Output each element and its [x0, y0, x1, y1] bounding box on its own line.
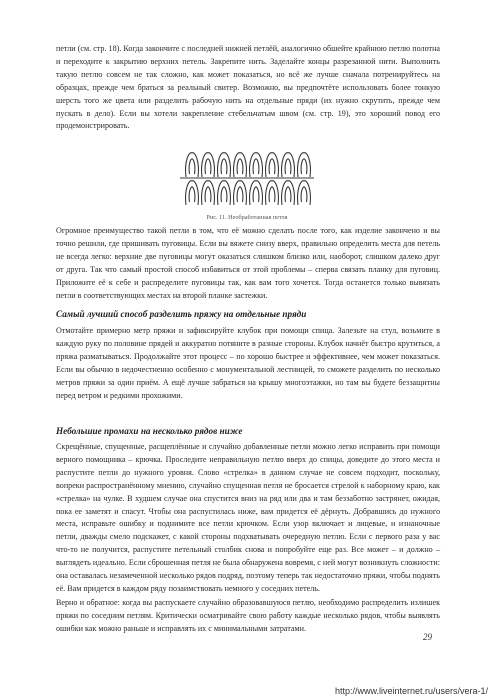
stitch-loop	[298, 181, 311, 205]
paragraph-reverse: Верно и обратное: когда вы распускаете случайно образовавшуюся петлю, необходимо распределить излишек пряжи по соседним петлям. Критически осматривайте свою работу каждые несколько рядов, чтобы выявлять ошибки как можно раньше и исправлять их с минимальными затратами.	[56, 598, 440, 633]
stitch-loop	[282, 153, 295, 177]
stitch-loop-inner	[221, 187, 227, 202]
heading-separate-yarn: Самый лучший способ разделить пряжу на отдельные пряди	[56, 309, 307, 319]
stitch-loop-inner	[269, 187, 275, 202]
stitch-loop	[202, 181, 215, 205]
paragraph-buttonhole-finish: петли (см. стр. 18). Когда закончите с последней нижней петлёй, аналогично обшейте крайнюю петлю полотна и переходите к закрытию верхних петель. Закрепите нить. Заделайте концы разрезанной нити. Выполнить такую петлю совсем не так сложно, как может показаться, но всё же лучше сначала потренируйтесь на образцах, прежде чем браться за реальный свитер. Возможно, вы предпочтёте использовать более тонкую шерсть того же цвета или разделить рабочую нить на отдельные пряди (их нужно скрутить, прежде чем пускать в дело). Если вы хотели закрепление стебельчатым швом (см. стр. 19), это хороший повод его продемонстрировать.	[56, 44, 440, 131]
stitch-loop-inner	[301, 187, 307, 202]
heading-small-mistakes: Небольшие промахи на несколько рядов ниже	[56, 426, 243, 436]
stitch-loop	[186, 181, 199, 205]
stitch-loop	[250, 181, 263, 205]
stitch-loop	[298, 153, 311, 177]
page-number: 29	[423, 632, 432, 642]
paragraph-buttonhole-advantage: Огромное преимущество такой петли в том, что её можно сделать после того, как изделие закончено и вы точно решили, где пришивать пуговицы. Если вы вяжете снизу вверх, правильно определить места для петель не всегда легко: верхние две пуговицы могут оказаться слишком близко или, наоборот, слишком далеко друг от друга. Так что самый простой способ избавиться от этой проблемы – сперва связать планку для пуговиц. Приложите её к себе и распределите пуговицы так, как вам того хочется. Тогда останется только вывязать петли в соответствующих местах на второй планке застежки.	[56, 226, 440, 300]
figure-caption: Рис. 11. Необработанная петля	[206, 214, 288, 221]
stitch-loop	[282, 181, 295, 205]
stitch-loop	[266, 153, 279, 177]
footer-url[interactable]: http://www.liveinternet.ru/users/vera-1/	[334, 686, 488, 696]
stitch-loop-inner	[189, 187, 195, 202]
stitch-loop-inner	[205, 187, 211, 202]
stitch-loop	[218, 153, 231, 177]
stitch-loop	[234, 153, 247, 177]
stitch-loop-inner	[269, 159, 275, 174]
stitch-loop-inner	[301, 159, 307, 174]
stitch-loop	[202, 153, 215, 177]
stitch-loop-inner	[285, 187, 291, 202]
paragraph-separate-yarn: Отмотайте примерно метр пряжи и зафиксируйте клубок при помощи спица. Залезьте на стул, возьмите в каждую руку по половине прядей и аккуратно потяните в разные стороны. Клубок начнёт быстро крутиться, а пряжа разматываться. Продолжайте этот процесс – по хорошо быстрее и эффективнее, чем может показаться. Если вы обычно в недочестненно особенно с монументальной лестницей, то сможете разделить по несколько метров пряжи за один приём. А ещё лучше забраться на крышу многоэтажки, но там вы будете беззащитны перед ветром и редкими прохожими.	[56, 326, 440, 400]
paragraph-fix-mistakes: Скрещённые, спущенные, расщеплённые и случайно добавленные петли можно легко исправить при помощи верного помощника – крючка. Проследите неправильную петлю вверх до спицы, доведите до этого места и распустите петли до нужного уровня. Слово «стрелка» в данном случае не совсем подходит, поскольку, вопреки распространённому мнению, случайно спущенная петля не бросается стрелой к наборному краю, как «стрелка» на чулке. В худшем случае она спустится вниз на ряд или два и там беззаботно застрянет, ожидая, пока ее заметят и спасут. Чтобы она распустилась ниже, вам придется её дёрнуть. Добравшись до нужного места, исправьте ошибку и поднимите все петли крючком. Если узор включает и лицевые, и изнаночные петли, дважды смело подскажет, с какой стороны подхватывать очередную петлю. Если с первого раза у вас что-то не получится, распустите петельный столбик снова и попробуйте еще раз. Все может – и должно – выглядеть идеально. Если сброшенная петля не была обнаружена вовремя, с ней могут возникнуть сложности: она оставалась незамеченной несколько рядов подряд, поэтому теперь так недостаточно пряжи, чтобы поднять её. Вам придется в каждом ряду позаимствовать немного у соседних петель.	[56, 442, 440, 593]
stitch-loop-inner	[285, 159, 291, 174]
stitch-loop-inner	[253, 187, 259, 202]
stitch-loop-inner	[253, 159, 259, 174]
stitch-loop	[218, 181, 231, 205]
stitch-loop-inner	[237, 187, 243, 202]
stitch-loop	[186, 153, 199, 177]
stitch-loop	[266, 181, 279, 205]
stitch-loop-inner	[237, 159, 243, 174]
buttonhole-figure	[178, 147, 316, 209]
stitch-loop	[234, 181, 247, 205]
stitch-loop-inner	[221, 159, 227, 174]
stitch-loop-inner	[189, 159, 195, 174]
stitch-loop	[250, 153, 263, 177]
stitch-loop-inner	[205, 159, 211, 174]
